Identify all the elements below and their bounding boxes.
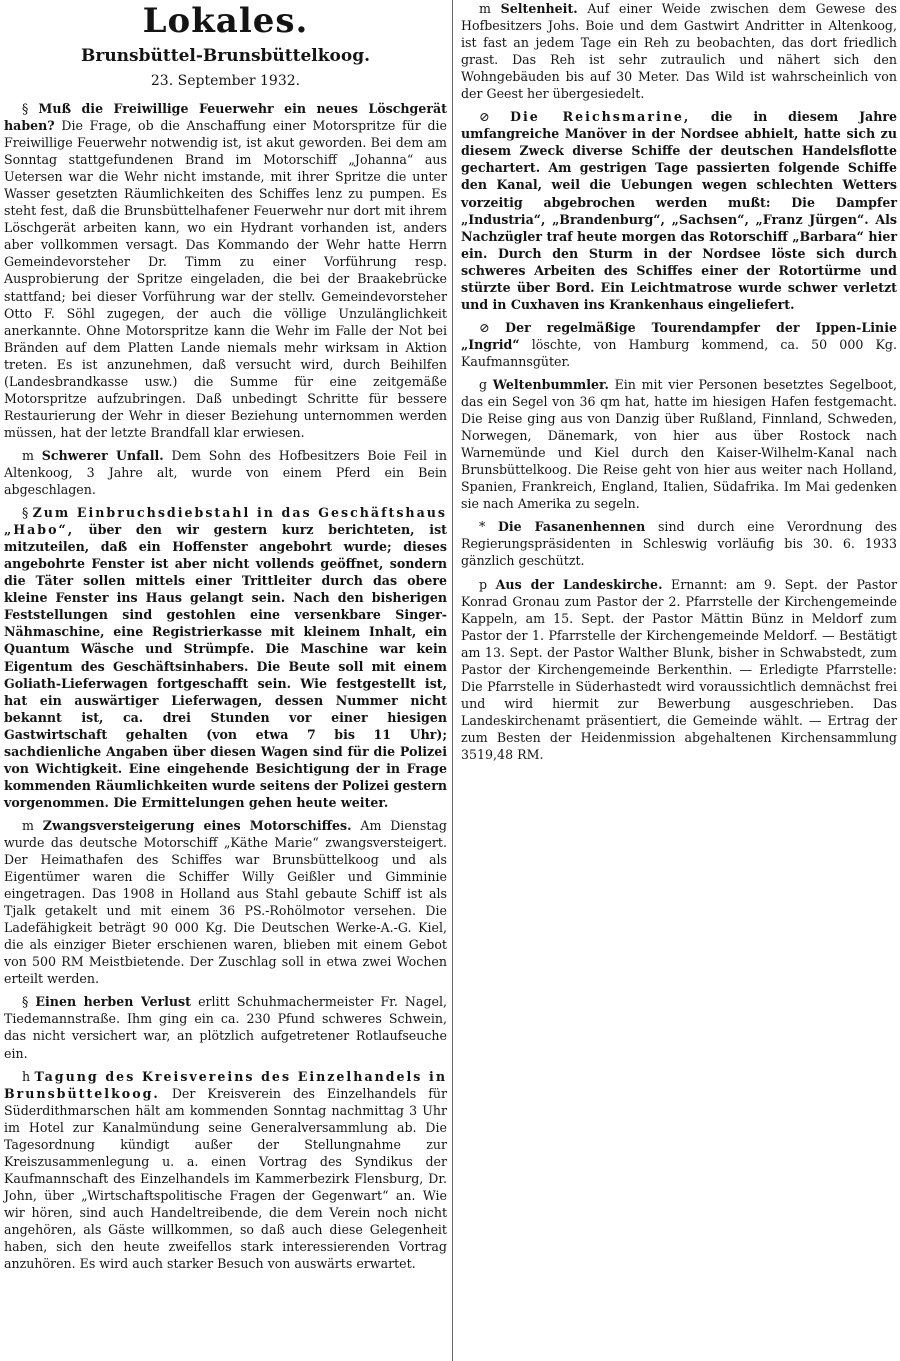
article-marker: m (479, 1, 491, 16)
article-marker: m (22, 447, 34, 463)
article-einbruch (4, 504, 447, 811)
article-landeskirche (461, 576, 897, 764)
article-reichsmarine (461, 108, 897, 313)
article-verlust (4, 993, 447, 1061)
article-fasanenhennen (461, 518, 897, 569)
article-marker: p (479, 576, 488, 592)
article-body: Dem Sohn des Hofbesitzers Boie Feil in Altenkoog, 3 Jahre alt, wurde von einem Pferd ein Bein abgeschlagen. (4, 447, 447, 498)
article-zwangsversteigerung (4, 817, 447, 987)
right-column (461, 0, 897, 769)
article-body: Ernannt: am 9. Sept. der Pastor Konrad Gronau zum Pastor der 2. Pfarrstelle der Kirchengemeinde Kappeln, am 15. Sept. der Pastor Mättin Bünz in Meldorf zum Pastor der 1. Pfarrstelle der Kirchengemeinde Meldorf. — Bestätigt am 13. Sept. der Pastor Walther Blunk, bisher in Schwabstedt, zum Pastor der Kirchengemeinde Berkenthin. — Erledigte Pfarrstelle: Die Pfarrstelle in Süderhastedt wird voraussichtlich demnächst frei und wird hiermit zur Bewerbung ausgeschrieben. Das Landeskirchenamt präsentiert, die Gemeinde wählt. — Ertrag der zum Besten der Heidenmission abgehaltenen Kirchensammlung 3519,48 RM. (461, 576, 897, 762)
article-headline: Seltenheit. (500, 1, 578, 16)
article-marker: § (22, 505, 29, 521)
article-body: Ein mit vier Personen besetztes Segelboot, das ein Segel von 36 qm hat, hatte im hiesigen Hafen festgemacht. Die Reise ging aus von Danzig über Rußland, Finnland, Schweden, Norwegen, Dänemark, von hier aus über Rostock nach Warnemünde und Kiel durch den Kaiser-Wilhelm-Kanal nach Brunsbüttelkoog. Die Reise geht von hier aus weiter nach Holland, Spanien, Frankreich, England, Italien, Südafrika. Im Mai gedenken sie nach Amerika zu segeln. (461, 376, 897, 512)
article-body: Am Dienstag wurde das deutsche Motorschiff „Käthe Marie“ zwangsversteigert. Der Heimathafen des Schiffes war Brunsbüttelkoog und als Eigentümer waren die Schiffer Willy Geißler und Gimminie eingetragen. Das 1908 in Holland aus Stahl gebaute Schiff ist als Tjalk getakelt und mit einem 36 PS.-Rohölmotor versehen. Die Ladefähigkeit beträgt 90 000 Kg. Die Deutschen Werke-A.-G. Kiel, die als einziger Bieter erschienen waren, blieben mit einem Gebot von 500 RM Meistbietende. Der Zuschlag soll in etwa zwei Wochen erteilt werden. (4, 817, 447, 987)
article-feuerwehr (4, 100, 447, 441)
article-headline: Zum Einbruchsdiebstahl in das Geschäftshaus „Habo“, (4, 505, 447, 538)
article-body: Der Kreisverein des Einzelhandels für Süderdithmarschen hält am kommenden Sonntag nachmittag 3 Uhr im Hotel zur Kanalmündung seine Generalversammlung ab. Die Tagesordnung kündigt außer der Stellungnahme zur Kreiszusammenlegung u. a. einen Vortrag des Syndikus der Kaufmannschaft des Einzelhandels im Kammerbezirk Flensburg, Dr. John, über „Wirtschaftspolitische Fragen der Gegenwart“ an. Wie wir hören, sind auch Handeltreibende, die dem Verein noch nicht angehören, als Gäste willkommen, so daß auch diese Gelegenheit haben, sich den heute zweifellos stark interessierenden Vortrag anzuhören. Es wird auch starker Besuch von auswärts erwartet. (4, 1085, 447, 1272)
article-tourendampfer (461, 319, 897, 370)
article-tagung (4, 1068, 447, 1273)
article-weltenbummler (461, 376, 897, 512)
article-marker: * (479, 519, 486, 535)
article-marker: § (22, 101, 29, 116)
article-body: sind durch eine Verordnung des Regierungspräsidenten in Schleswig vorläufig bis 30. 6. 1933 gänzlich geschützt. (461, 519, 897, 569)
article-headline: Schwerer Unfall. (41, 447, 164, 463)
section-subtitle: Brunsbüttel-Brunsbüttelkoog. (81, 46, 370, 66)
dateline: 23. September 1932. (150, 73, 301, 89)
article-headline: Einen herben Verlust (35, 994, 191, 1010)
article-headline: Aus der Landeskirche. (495, 576, 663, 592)
left-column (4, 0, 447, 1278)
article-headline: Der regelmäßige Tourendampfer der Ippen-Linie „Ingrid“ (461, 319, 897, 352)
article-body: die in diesem Jahre umfangreiche Manöver in der Nordsee abhielt, hatte sich zu diesem Zweck diverse Schiffe der deutschen Handelsflotte gechartert. Am gestrigen Tage passierten folgende Schiffe den Kanal, weil die Uebungen wegen schlechten Wetters vorzeitig abgebrochen werden mußt: Die Dampfer „Industria“, „Brandenburg“, „Sachsen“, „Franz Jürgen“. Als Nachzügler traf heute morgen das Rotorschiff „Barbara“ hier ein. Durch den Sturm in der Nordsee löste sich durch schweres Arbeiten des Schiffes einer der Rotortürme und stürzte über Bord. Ein Leichtmatrose wurde schwer verletzt und in Cuxhaven ins Krankenhaus eingeliefert. (461, 109, 897, 312)
article-body: Auf einer Weide zwischen dem Gewese des Hofbesitzers Johs. Boie und dem Gastwirt Andritter in Altenkoog, ist fast an jedem Tage ein Reh zu beobachten, das dort friedlich grast. Das Reh ist sehr zutraulich und nähert sich den Wohngebäuden bis auf 30 Meter. Das Wild ist wahrscheinlich von der Geest her übergesiedelt. (461, 1, 897, 102)
article-marker: g (479, 376, 488, 392)
article-seltenheit (461, 0, 897, 102)
article-unfall (4, 447, 447, 498)
article-headline: Tagung des Kreisvereins des Einzelhandels in Brunsbüttelkoog. (4, 1068, 447, 1101)
article-headline: Muß die Freiwillige Feuerwehr ein neues Löschgerät haben? (4, 101, 447, 134)
article-headline: Die Fasanenhennen (497, 519, 646, 535)
article-body: löschte, von Hamburg kommend, ca. 50 000 Kg. Kaufmannsgüter. (461, 336, 897, 369)
masthead: Lokales. (142, 1, 309, 41)
article-headline: Die Reichsmarine, (510, 109, 691, 125)
article-body: Die Frage, ob die Anschaffung einer Motorspritze für die Freiwillige Feuerwehr notwendig ist, ist akut geworden. Bei dem am Sonntag stattgefundenen Brand im Motorschiff „Johanna“ aus Uetersen war die Wehr nicht imstande, mit ihrer Spritze die unter Wasser gesetzten Räumlichkeiten des Schiffes lenz zu pumpen. Es steht fest, daß die Brunsbüttelhafener Feuerwehr nur dort mit ihrem Löschgerät arbeiten kann, wo ein Hydrant vorhanden ist, anders aber vollkommen versagt. Das Kommando der Wehr hatte Herrn Gemeindevorsteher Dr. Timm zu einer Vorführung resp. Ausprobierung der Spritze eingeladen, die bei der Braakebrücke stattfand; bei dieser Vorführung war der stellv. Gemeindevorsteher Otto F. Söhl zugegen, der auch die völlige Unzulänglichkeit anerkannte. Ohne Motorspritze kann die Wehr im Falle der Not bei Bränden auf dem Platten Lande niemals mehr wirksam in Aktion treten. Es ist anzunehmen, daß versucht wird, durch Beihilfen (Landesbrandkasse usw.) die Summe für eine zeitgemäße Motorspritze aufzubringen. Daß unbedingt Schritte für bessere Restaurierung der Wehr in dieser Beziehung unternommen werden müssen, hat der letzte Brandfall klar erwiesen. (4, 118, 447, 440)
article-marker: m (22, 817, 34, 833)
article-headline: Zwangsversteigerung eines Motorschiffes. (42, 817, 352, 833)
article-headline: Weltenbummler. (492, 376, 609, 392)
article-body: erlitt Schuhmachermeister Fr. Nagel, Tiedemannstraße. Ihm ging ein ca. 230 Pfund schweres Schwein, das nicht versichert war, an plötzlich aufgetretener Rotlaufseuche ein. (4, 994, 447, 1061)
article-marker: ⊘ (479, 319, 490, 335)
article-marker: h (22, 1068, 31, 1084)
article-marker: ⊘ (479, 109, 490, 125)
column-divider (452, 0, 453, 1361)
article-marker: § (22, 994, 29, 1010)
article-body: über den wir gestern kurz berichteten, ist mitzuteilen, daß ein Hoffenster angebohrt wurde; dieses angebohrte Fenster ist aber nicht vollends geöffnet, sondern die Täter sollen mittels einer Trittleiter durch das obere kleine Fenster ins Haus gelangt sein. Nach den bisherigen Feststellungen sind gestohlen eine versenkbare Singer-Nähmaschine, eine Registrierkasse mit kleinem Inhalt, ein Quantum Wäsche und Strümpfe. Die Maschine war kein Eigentum des Geschäftsinhabers. Die Beute soll mit einem Goliath-Lieferwagen fortgeschafft sein. Wie festgestellt ist, hat ein auswärtiger Lieferwagen, dessen Nummer nicht bekannt ist, ca. drei Stunden vor einer hiesigen Gastwirtschaft gehalten (von etwa 7 bis 11 Uhr); sachdienliche Angaben über diesen Wagen sind für die Polizei von Wichtigkeit. Eine eingehende Besichtigung der in Frage kommenden Räumlichkeiten wurde seitens der Polizei gestern vorgenommen. Die Ermittelungen gehen heute weiter. (4, 522, 447, 810)
